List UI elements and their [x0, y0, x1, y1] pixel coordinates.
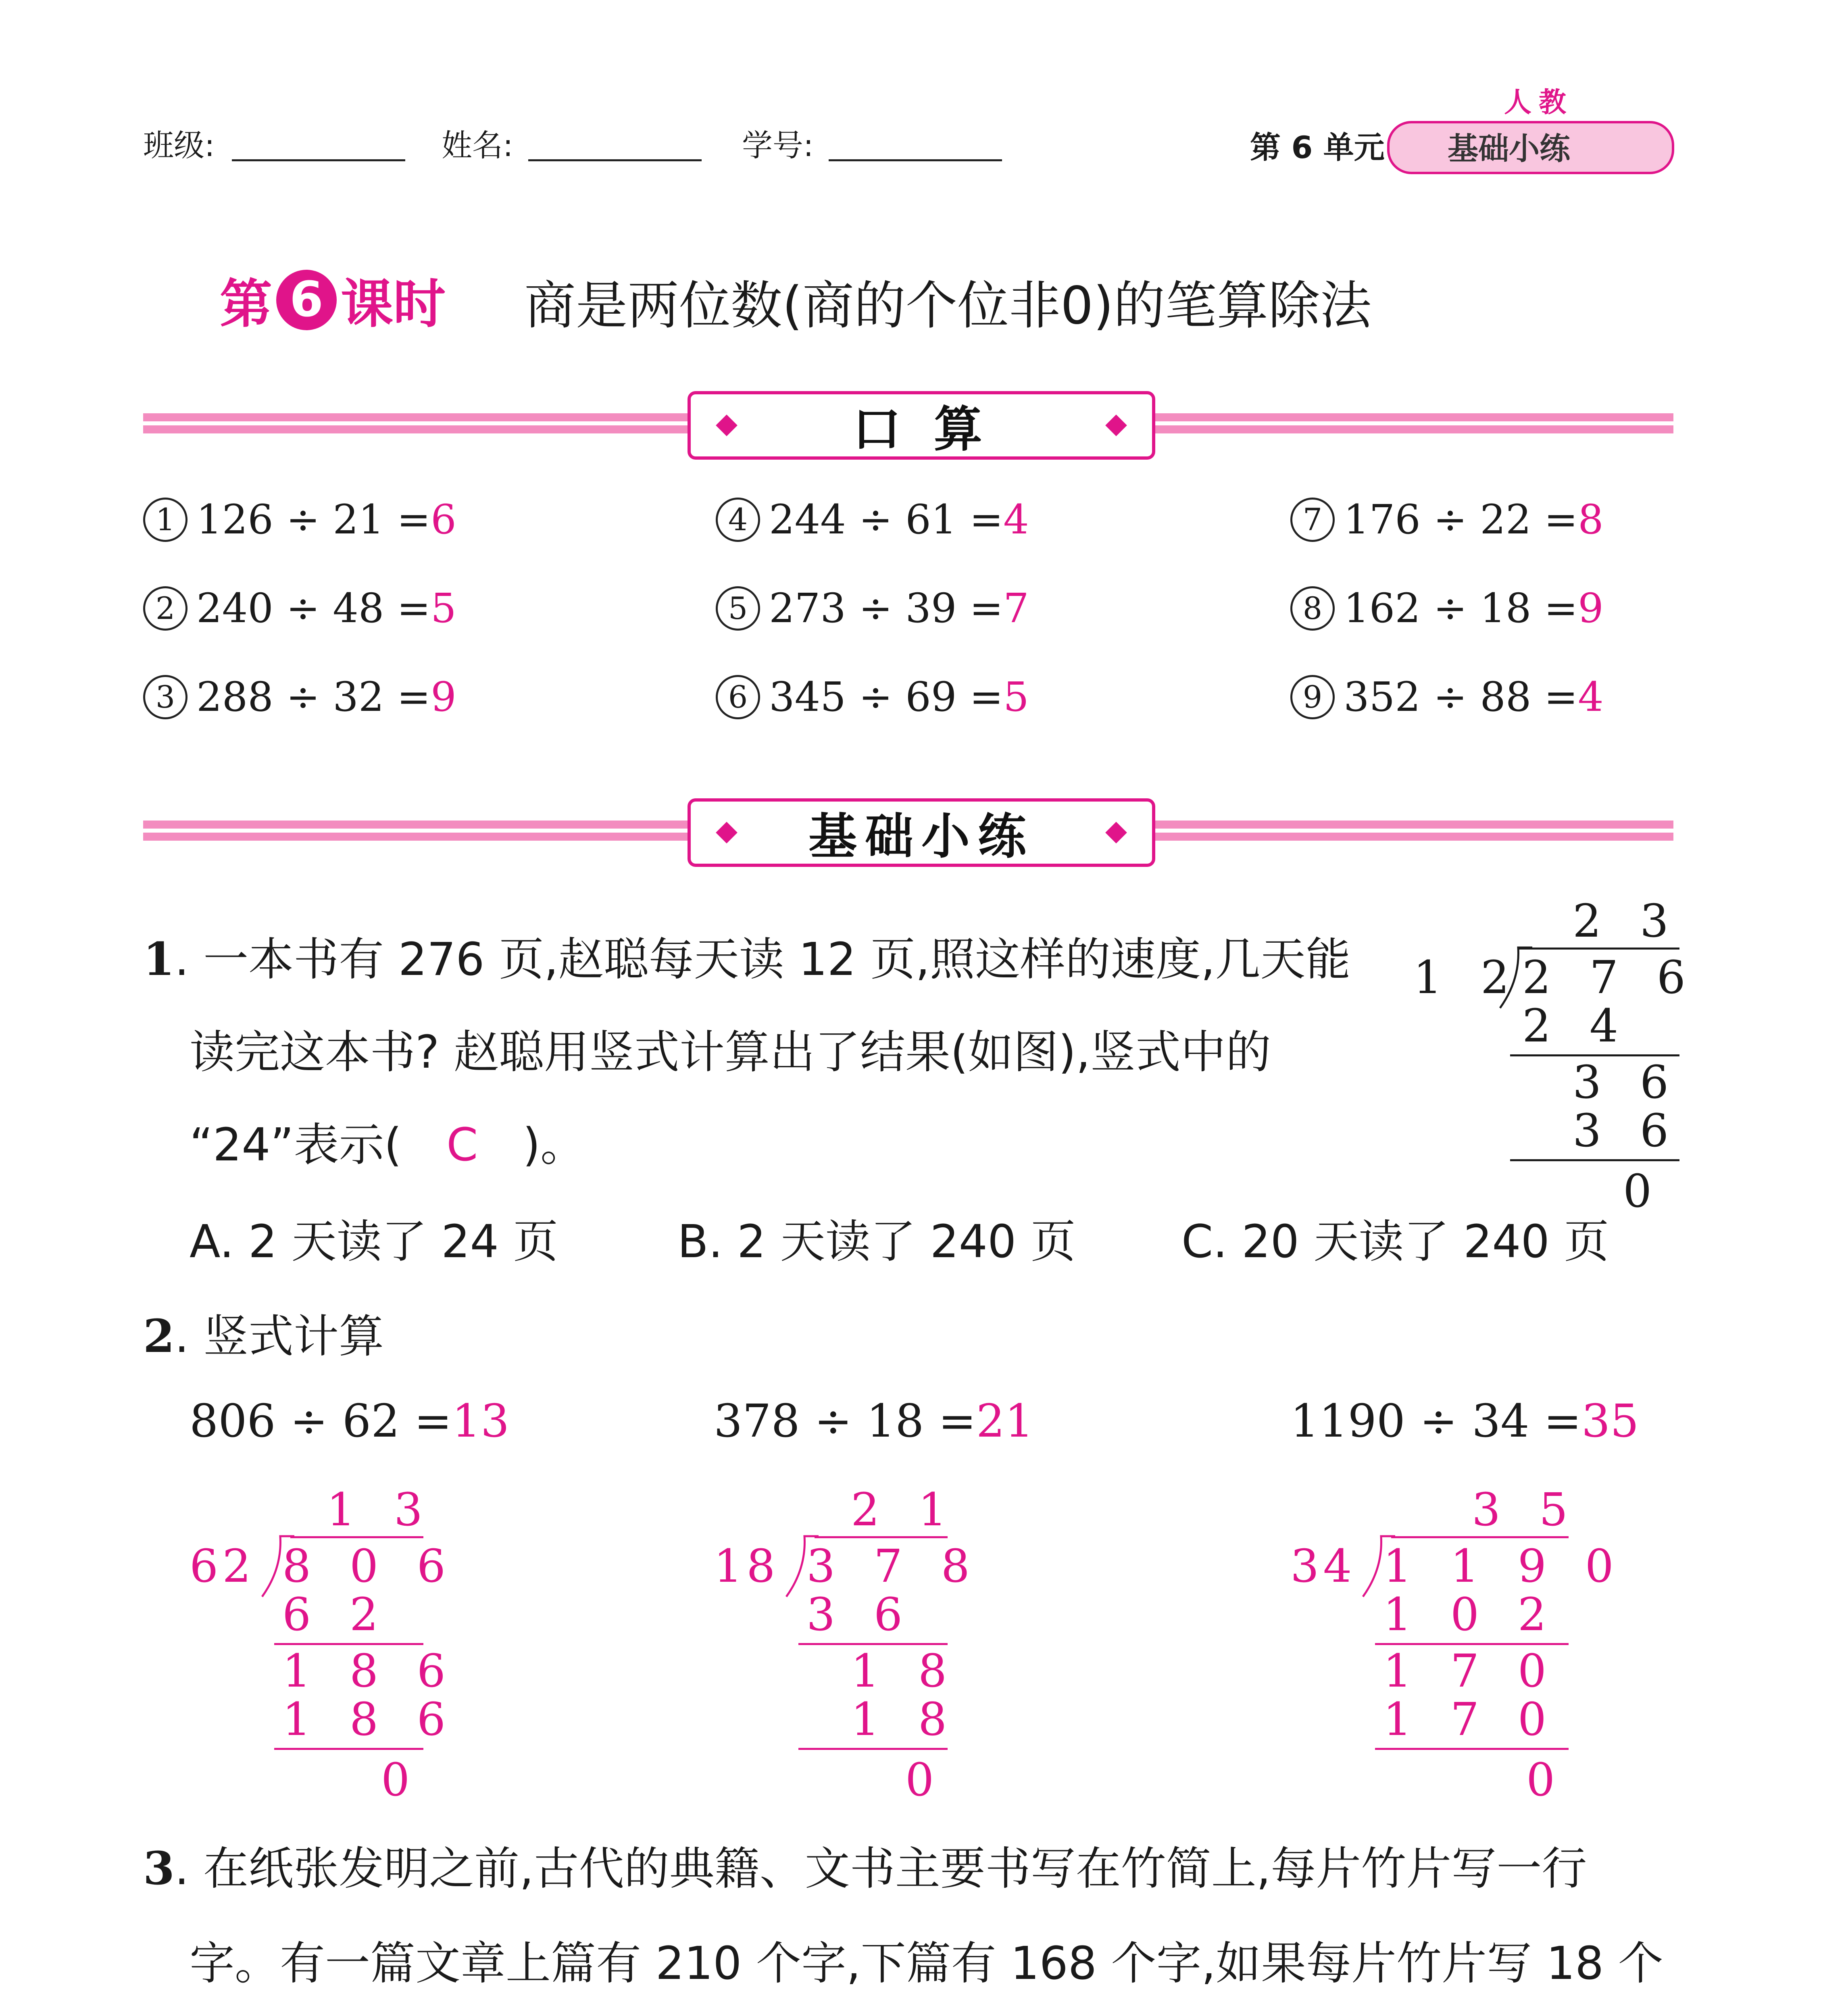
oral-expression: 352 ÷ 88 =	[1344, 673, 1578, 721]
oral-expression: 240 ÷ 48 =	[196, 585, 431, 632]
ld-quotient: 3 5	[1472, 1484, 1580, 1536]
circled-number: 7	[1290, 498, 1335, 542]
name-label: 姓名:	[442, 127, 513, 163]
oral-expression: 162 ÷ 18 =	[1344, 585, 1578, 632]
ld-dividend: 2 7 6	[1522, 952, 1698, 1004]
ld-remainder: 0	[905, 1754, 946, 1806]
oral-expression: 288 ÷ 32 =	[196, 673, 431, 721]
brand-title: 基础小练	[1448, 131, 1570, 167]
section-title-oral: 口 算	[852, 402, 990, 458]
oral-answer[interactable]: 4	[1003, 496, 1029, 543]
ld-step2: 1 7 0	[1383, 1645, 1558, 1697]
ld-quotient: 2 1	[851, 1484, 959, 1536]
ld-quotient: 2 3	[1573, 895, 1681, 948]
oral-expression: 345 ÷ 69 =	[769, 673, 1004, 721]
oral-answer[interactable]: 7	[1003, 585, 1029, 632]
diamond-icon	[716, 414, 738, 436]
circled-number: 2	[143, 586, 188, 631]
lesson-prefix: 第	[220, 273, 273, 335]
q2-answer[interactable]: 21	[976, 1395, 1034, 1447]
lesson-number: 6	[276, 270, 337, 330]
q1-option-a[interactable]: A. 2 天读了 24 页	[190, 1216, 558, 1268]
oral-problem-2	[143, 585, 456, 632]
circled-number: 8	[1290, 586, 1335, 631]
q2-number: 2	[143, 1310, 175, 1363]
q1-line1: 1. 一本书有 276 页,赵聪每天读 12 页,照这样的速度,几天能	[143, 933, 1351, 986]
ld-divisor: 62	[190, 1540, 255, 1593]
oral-problem-9	[1290, 673, 1604, 721]
oral-problem-7	[1290, 496, 1604, 543]
q2-answer[interactable]: 13	[452, 1395, 510, 1447]
oral-answer[interactable]: 5	[431, 585, 456, 632]
ld-step1: 3 6	[806, 1589, 915, 1641]
q1-option-c[interactable]: C. 20 天读了 240 页	[1181, 1216, 1609, 1268]
q1-number: 1	[143, 933, 175, 986]
lesson-title: 商是两位数(商的个位非0)的笔算除法	[524, 276, 1372, 336]
ld-remainder: 0	[1623, 1165, 1664, 1218]
oral-problem-5	[716, 585, 1029, 632]
section-title-practice: 基础小练	[808, 809, 1034, 865]
q2-answer[interactable]: 35	[1581, 1395, 1639, 1447]
ld-divisor: 34	[1290, 1540, 1356, 1593]
ld-step3: 3 6	[1573, 1105, 1681, 1157]
q2-long-division-1	[190, 1484, 512, 1806]
circled-number: 6	[716, 675, 760, 719]
q3-number: 3	[143, 1842, 175, 1895]
ld-step3: 1 8	[851, 1693, 959, 1746]
q1-option-b[interactable]: B. 2 天读了 240 页	[677, 1216, 1076, 1268]
circled-number: 1	[143, 498, 188, 542]
oral-problem-6	[716, 673, 1029, 721]
circled-number: 4	[716, 498, 760, 542]
ld-remainder: 0	[1526, 1754, 1567, 1806]
oral-problem-3	[143, 673, 456, 721]
oral-answer[interactable]: 5	[1003, 673, 1029, 721]
ld-dividend: 8 0 6	[282, 1540, 458, 1593]
ld-step3: 1 7 0	[1383, 1693, 1558, 1746]
oral-expression: 273 ÷ 39 =	[769, 585, 1004, 632]
brand-publisher: 人教	[1504, 87, 1574, 119]
diamond-icon	[1105, 414, 1127, 436]
circled-number: 9	[1290, 675, 1335, 719]
q1-line2: 读完这本书? 赵聪用竖式计算出了结果(如图),竖式中的	[190, 1026, 1271, 1079]
ld-remainder: 0	[381, 1754, 422, 1806]
ld-dividend: 1 1 9 0	[1383, 1540, 1626, 1593]
circled-number: 3	[143, 675, 188, 719]
oral-answer[interactable]: 6	[431, 496, 456, 543]
ld-step2: 1 8	[851, 1645, 959, 1697]
section-header-practice	[688, 798, 1155, 867]
oral-expression: 126 ÷ 21 =	[196, 496, 431, 543]
q1-long-division	[1403, 895, 1698, 1218]
ld-divisor: 18	[714, 1540, 779, 1593]
q2-long-division-2	[714, 1484, 1036, 1806]
q2-expression-3: 1190 ÷ 34 =35	[1290, 1395, 1639, 1447]
ld-step1: 6 2	[282, 1589, 391, 1641]
q1-line3: “24”表示( C )。	[190, 1119, 585, 1171]
ld-step2: 1 8 6	[282, 1645, 458, 1697]
oral-answer[interactable]: 8	[1578, 496, 1604, 543]
name-blank[interactable]	[528, 159, 702, 161]
class-blank[interactable]	[232, 159, 405, 161]
ld-dividend: 3 7 8	[806, 1540, 982, 1593]
diamond-icon	[716, 822, 738, 843]
ld-divisor: 1 2	[1413, 952, 1522, 1004]
oral-problem-8	[1290, 585, 1604, 632]
oral-answer[interactable]: 9	[1578, 585, 1604, 632]
diamond-icon	[1105, 822, 1127, 843]
q2-long-division-3	[1290, 1484, 1626, 1806]
ld-step3: 1 8 6	[282, 1693, 458, 1746]
ld-step1: 2 4	[1522, 1000, 1631, 1052]
class-label: 班级:	[143, 127, 215, 163]
oral-answer[interactable]: 4	[1578, 673, 1604, 721]
q2-expression-1: 806 ÷ 62 =13	[190, 1395, 510, 1447]
id-label: 学号:	[742, 127, 814, 163]
q3-line2: 字。有一篇文章上篇有 210 个字,下篇有 168 个字,如果每片竹片写 18 个	[190, 1937, 1663, 1990]
circled-number: 5	[716, 586, 760, 631]
lesson-badge	[220, 262, 446, 337]
oral-expression: 176 ÷ 22 =	[1344, 496, 1578, 543]
ld-quotient: 1 3	[327, 1484, 435, 1536]
lesson-suffix: 课时	[341, 273, 446, 335]
oral-problem-1	[143, 496, 456, 543]
q1-answer[interactable]: C	[446, 1119, 478, 1171]
id-blank[interactable]	[829, 159, 1002, 161]
q3-line1: 3. 在纸张发明之前,古代的典籍、文书主要书写在竹简上,每片竹片写一行	[143, 1842, 1587, 1895]
oral-problem-4	[716, 496, 1029, 543]
section-header-oral	[688, 391, 1155, 460]
oral-expression: 244 ÷ 61 =	[769, 496, 1004, 543]
q2-expression-2: 378 ÷ 18 =21	[714, 1395, 1034, 1447]
ld-step2: 3 6	[1573, 1056, 1681, 1109]
oral-answer[interactable]: 9	[431, 673, 456, 721]
brand-logo	[1387, 81, 1677, 177]
q2-title: 2. 竖式计算	[143, 1310, 384, 1363]
unit-label: 第 6 单元	[1250, 129, 1385, 165]
ld-step1: 1 0 2	[1383, 1589, 1558, 1641]
